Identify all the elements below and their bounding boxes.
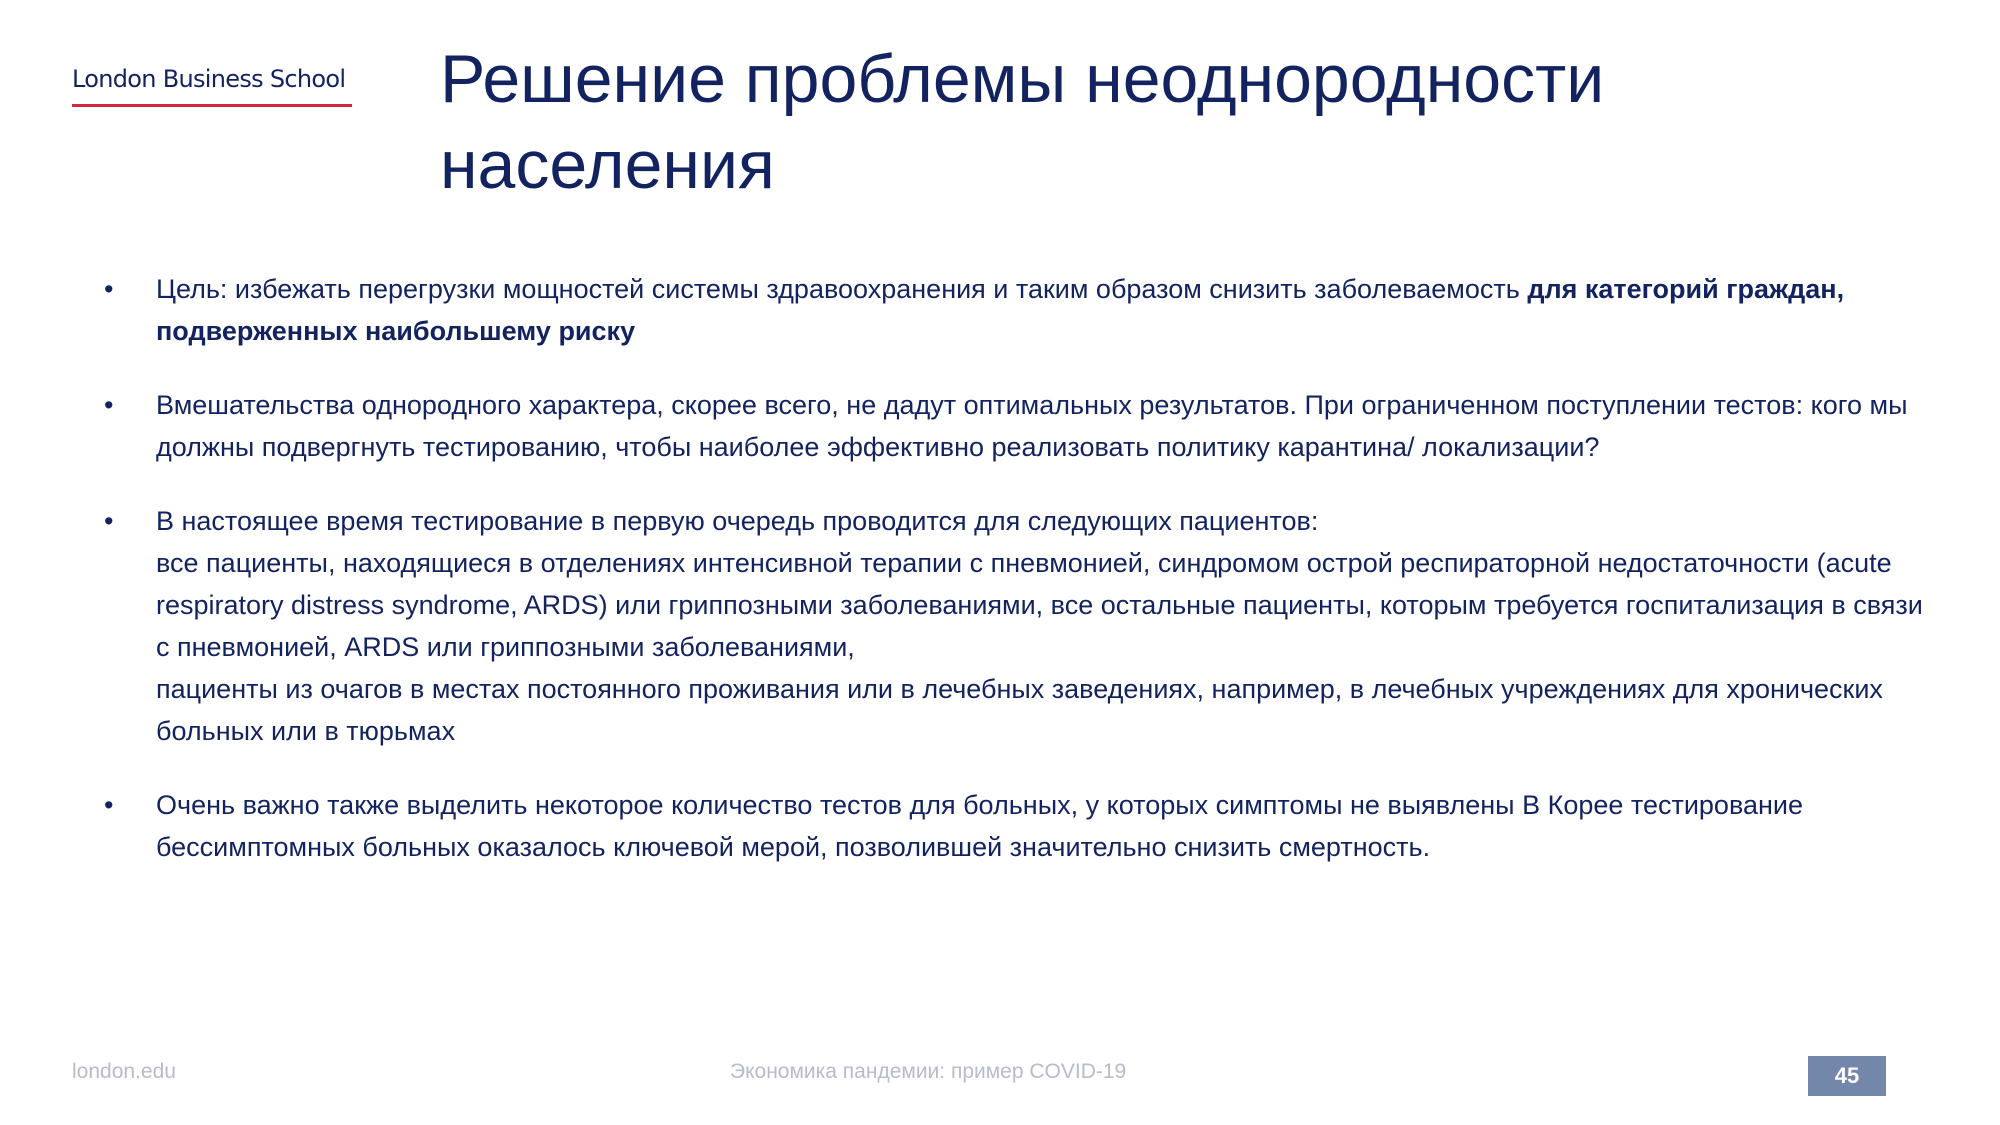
logo-text: London Business School xyxy=(72,65,346,93)
bullet-asymptomatic-text: Очень важно также выделить некоторое количество тестов для больных, у которых симптомы не выявлены В Корее тестирование бессимптомных больных оказалось ключевой мерой, позволившей значительно снизить смертность. xyxy=(156,790,1804,862)
bullet-item-interventions xyxy=(104,384,1924,468)
lbs-logo xyxy=(72,64,352,107)
bullet-dot-icon: • xyxy=(104,274,114,304)
bullet-item-testing xyxy=(104,500,1924,752)
bullet-dot-icon: • xyxy=(104,790,114,820)
bullet-list xyxy=(104,268,1924,900)
bullet-item-goal xyxy=(104,268,1924,352)
bullet-testing-patients: все пациенты, находящиеся в отделениях интенсивной терапии с пневмонией, синдромом острой респираторной недостаточности (acute respiratory distress syndrome, ARDS) или гриппозными заболеваниями, все остальные пациенты, которым требуется госпитализация в связи с пневмонией, ARDS или гриппозными заболеваниями, xyxy=(156,548,1923,662)
footer-site: london.edu xyxy=(72,1060,176,1083)
bullet-goal-text: Цель: избежать перегрузки мощностей системы здравоохранения и таким образом снизить заболеваемость xyxy=(156,274,1528,304)
logo-underline xyxy=(72,104,352,107)
page-number-badge: 45 xyxy=(1808,1056,1886,1096)
bullet-testing-foci: пациенты из очагов в местах постоянного проживания или в лечебных заведениях, например, в лечебных учреждениях для хронических больных или в тюрьмах xyxy=(156,674,1883,746)
bullet-dot-icon: • xyxy=(104,506,114,536)
bullet-interventions-text: Вмешательства однородного характера, скорее всего, не дадут оптимальных результатов. При ограниченном поступлении тестов: кого мы должны подвергнуть тестированию, чтобы наиболее эффективно реализовать политику карантина/ локализации? xyxy=(156,390,1908,462)
bullet-testing-intro: В настоящее время тестирование в первую очередь проводится для следующих пациентов: xyxy=(156,506,1319,536)
bullet-item-asymptomatic xyxy=(104,784,1924,868)
slide-title: Решение проблемы неоднородности населения xyxy=(440,41,1605,203)
footer-subtitle: Экономика пандемии: пример COVID-19 xyxy=(730,1060,1127,1083)
bullet-dot-icon: • xyxy=(104,390,114,420)
bullet-goal-bold: для категорий граждан, подверженных наибольшему риску xyxy=(156,274,1845,346)
